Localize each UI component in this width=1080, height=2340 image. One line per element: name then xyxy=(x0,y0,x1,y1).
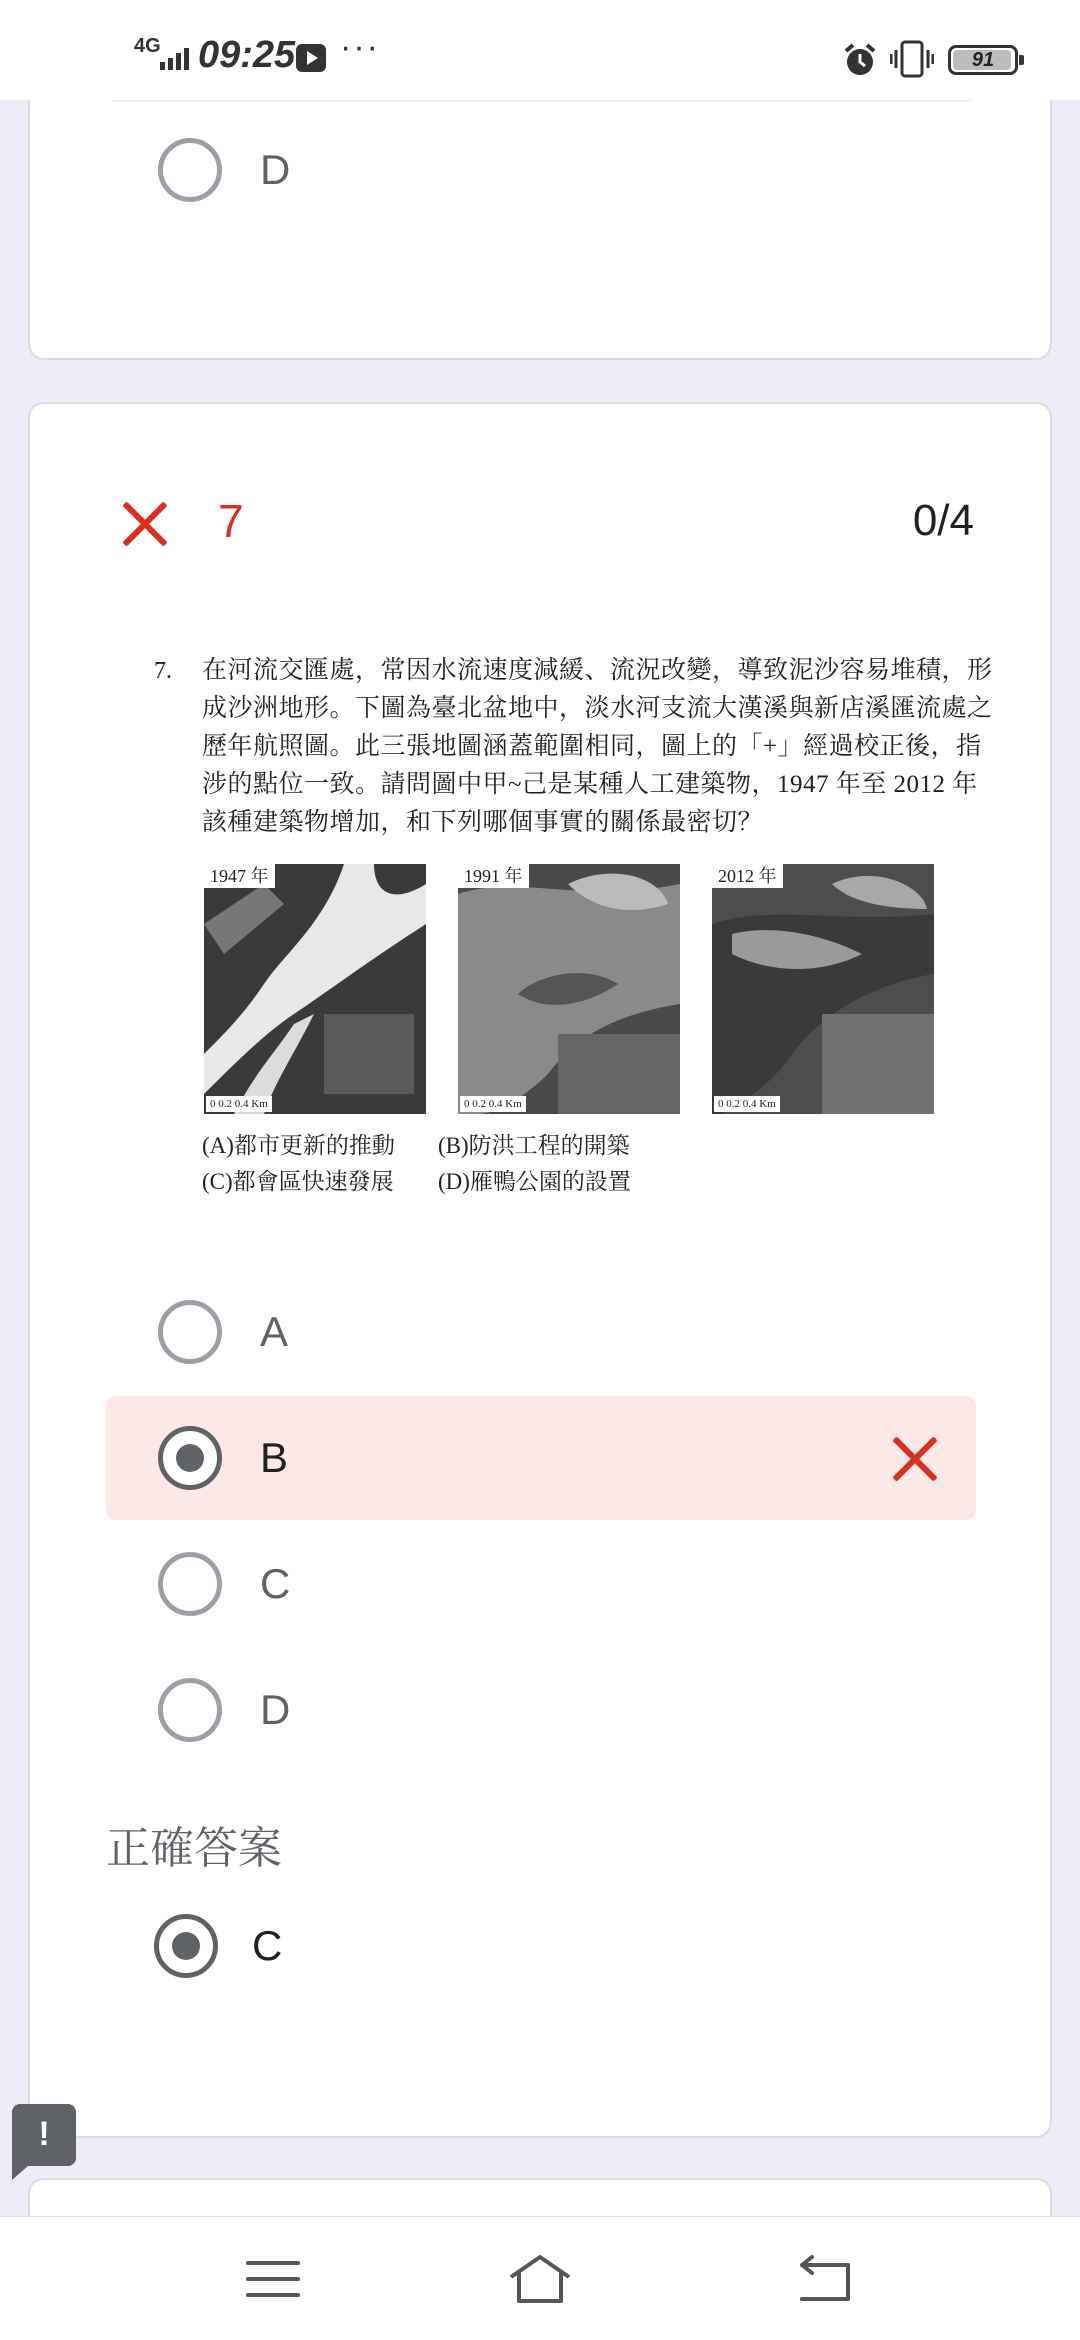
vibrate-icon xyxy=(890,40,934,78)
aerial-photo-2012 xyxy=(712,864,934,1114)
question-score: 0/4 xyxy=(912,496,974,545)
option-label: D xyxy=(260,1686,291,1733)
clock: 09:25 xyxy=(198,34,296,76)
option-b-selected-wrong[interactable] xyxy=(106,1396,976,1520)
question-card xyxy=(28,402,1052,2138)
radio-button-checked[interactable] xyxy=(158,1426,222,1490)
choice-d: (D)雁鴨公園的設置 xyxy=(438,1169,631,1194)
signal-icon xyxy=(160,46,194,70)
photo-scale: 0 0.2 0.4 Km xyxy=(714,1096,780,1112)
option-d[interactable] xyxy=(106,1648,976,1772)
question-number: 7 xyxy=(218,495,244,547)
radio-button[interactable] xyxy=(158,1552,222,1616)
question-choices xyxy=(202,1128,674,1200)
aerial-photo-1991 xyxy=(458,864,680,1114)
correct-answer-heading: 正確答案 xyxy=(106,1824,282,1873)
battery-icon xyxy=(948,45,1018,75)
radio-button[interactable] xyxy=(158,1300,222,1364)
choice-a: (A)都市更新的推動 xyxy=(202,1133,395,1158)
wrong-answer-icon xyxy=(890,1434,940,1484)
choice-c: (C)都會區快速發展 xyxy=(202,1169,394,1194)
question-text: 在河流交匯處，常因水流速度減緩、流況改變，導致泥沙容易堆積，形成沙洲地形。下圖為臺北盆地中，淡水河支流大漢溪與新店溪匯流處之歷年航照圖。此三張地圖涵蓋範圍相同，圖上的「+」經過校正後，指涉的點位一致。請問圖中甲~己是某種人工建築物，1947 年至 2012 年該種建築物增加，和下列哪個事實的關係最密切？ xyxy=(202,657,993,836)
photo-year: 2012 年 xyxy=(712,864,783,888)
menu-icon[interactable] xyxy=(238,2251,308,2307)
correct-answer-option xyxy=(106,1884,976,2008)
network-type: 4G xyxy=(134,35,161,57)
question-index: 7. xyxy=(154,658,172,684)
option-c[interactable] xyxy=(106,1522,976,1646)
radio-button[interactable] xyxy=(158,1678,222,1742)
option-label: B xyxy=(260,1434,289,1481)
alarm-icon xyxy=(842,42,878,78)
question-image xyxy=(122,652,1002,1222)
status-bar xyxy=(0,0,1080,100)
option-label: C xyxy=(260,1560,291,1607)
photo-year: 1947 年 xyxy=(204,864,275,888)
send-feedback-button[interactable] xyxy=(12,2104,76,2166)
aerial-photo-1947 xyxy=(204,864,426,1114)
more-notifications-icon: ··· xyxy=(340,28,380,66)
photo-scale: 0 0.2 0.4 Km xyxy=(460,1096,526,1112)
correct-answer-label: C xyxy=(252,1922,283,1969)
photo-scale: 0 0.2 0.4 Km xyxy=(206,1096,272,1112)
option-d[interactable] xyxy=(106,108,976,232)
photo-year: 1991 年 xyxy=(458,864,529,888)
navigation-bar xyxy=(0,2216,1080,2340)
option-label: A xyxy=(260,1308,289,1355)
option-label: D xyxy=(260,146,291,193)
home-icon[interactable] xyxy=(505,2251,575,2307)
radio-button-checked xyxy=(154,1914,218,1978)
exclamation-icon: ! xyxy=(38,2115,50,2153)
battery-percent: 91 xyxy=(971,49,995,71)
option-a[interactable] xyxy=(106,1270,976,1394)
radio-button[interactable] xyxy=(158,138,222,202)
choice-b: (B)防洪工程的開築 xyxy=(438,1133,630,1158)
back-icon[interactable] xyxy=(790,2251,860,2307)
incorrect-icon xyxy=(120,499,170,549)
video-play-icon xyxy=(296,44,326,72)
